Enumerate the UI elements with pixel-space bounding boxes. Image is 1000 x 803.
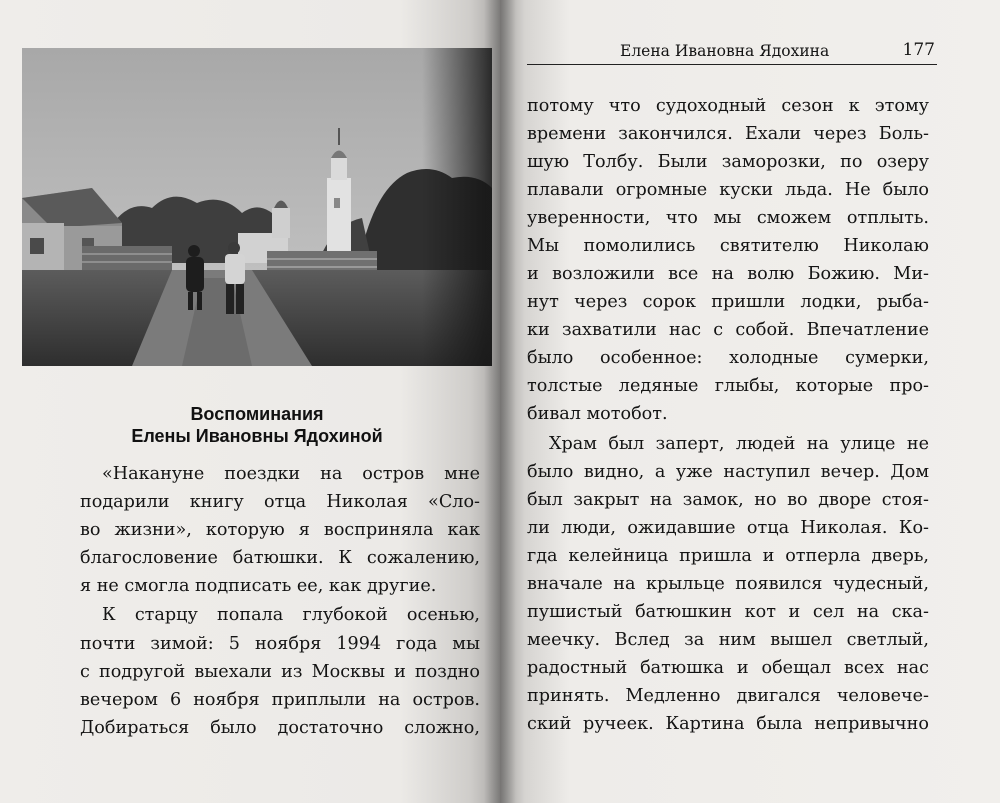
text-line: меечку. Вслед за ним вышел светлый,: [527, 630, 929, 650]
text-line: гда келейница пришла и отперла дверь,: [527, 546, 929, 566]
village-photo: [22, 48, 492, 366]
text-line: шую Толбу. Были заморозки, по озеру: [527, 152, 929, 172]
text-line: ский ручеек. Картина была непривычно: [527, 714, 929, 734]
text-line: принять. Медленно двигался человече-: [527, 686, 929, 706]
text-line: нут через сорок пришли лодки, рыба-: [527, 292, 929, 312]
text-line: вначале на крыльце появился чудесный,: [527, 574, 929, 594]
chapter-heading-line-2: Елены Ивановны Ядохиной: [131, 426, 383, 446]
photo-gutter-shadow: [422, 48, 492, 366]
text-line: плавали огромные куски льда. Не было: [527, 180, 929, 200]
text-line: ки захватили нас с собой. Впечатление: [527, 320, 929, 340]
text-line: был закрыт на замок, но во дворе стоя-: [527, 490, 929, 510]
text-line: времени закончился. Ехали через Боль-: [527, 124, 929, 144]
text-line: вечером 6 ноября приплыли на остров.: [80, 690, 480, 710]
text-line: «Накануне поездки на остров мне: [102, 464, 480, 484]
text-line: Храм был заперт, людей на улице не: [549, 434, 929, 454]
text-line: Мы помолились святителю Николаю: [527, 236, 929, 256]
text-line: во жизни», которую я восприняла как: [80, 520, 480, 540]
text-line: ли люди, ожидавшие отца Николая. Ко-: [527, 518, 929, 538]
text-line: пушистый батюшкин кот и сел на ска-: [527, 602, 929, 622]
text-line: бивал мотобот.: [527, 404, 668, 424]
text-line: подарили книгу отца Николая «Сло-: [80, 492, 480, 512]
text-line: с подругой выехали из Москвы и поздно: [80, 662, 480, 682]
text-line: почти зимой: 5 ноября 1994 года мы: [80, 634, 480, 654]
running-header: [527, 40, 937, 65]
text-line: уверенности, что мы сможем отплыть.: [527, 208, 929, 228]
running-header-title: Елена Ивановна Ядохина: [620, 42, 830, 60]
text-line: благословение батюшки. К сожалению,: [80, 548, 480, 568]
page-number: 177: [902, 40, 935, 60]
text-line: Добираться было достаточно сложно,: [80, 718, 480, 738]
text-line: радостный батюшка и обещал всех нас: [527, 658, 929, 678]
text-line: было видно, а уже наступил вечер. Дом: [527, 462, 929, 482]
text-line: я не смогла подписать ее, как другие.: [80, 576, 437, 596]
text-line: было особенное: холодные сумерки,: [527, 348, 929, 368]
chapter-heading-line-1: Воспоминания: [190, 404, 324, 424]
text-line: потому что судоходный сезон к этому: [527, 96, 929, 116]
text-line: и возложили все на волю Божию. Ми-: [527, 264, 929, 284]
text-line: К старцу попала глубокой осенью,: [102, 605, 480, 625]
text-line: толстые ледяные глыбы, которые про-: [527, 376, 929, 396]
